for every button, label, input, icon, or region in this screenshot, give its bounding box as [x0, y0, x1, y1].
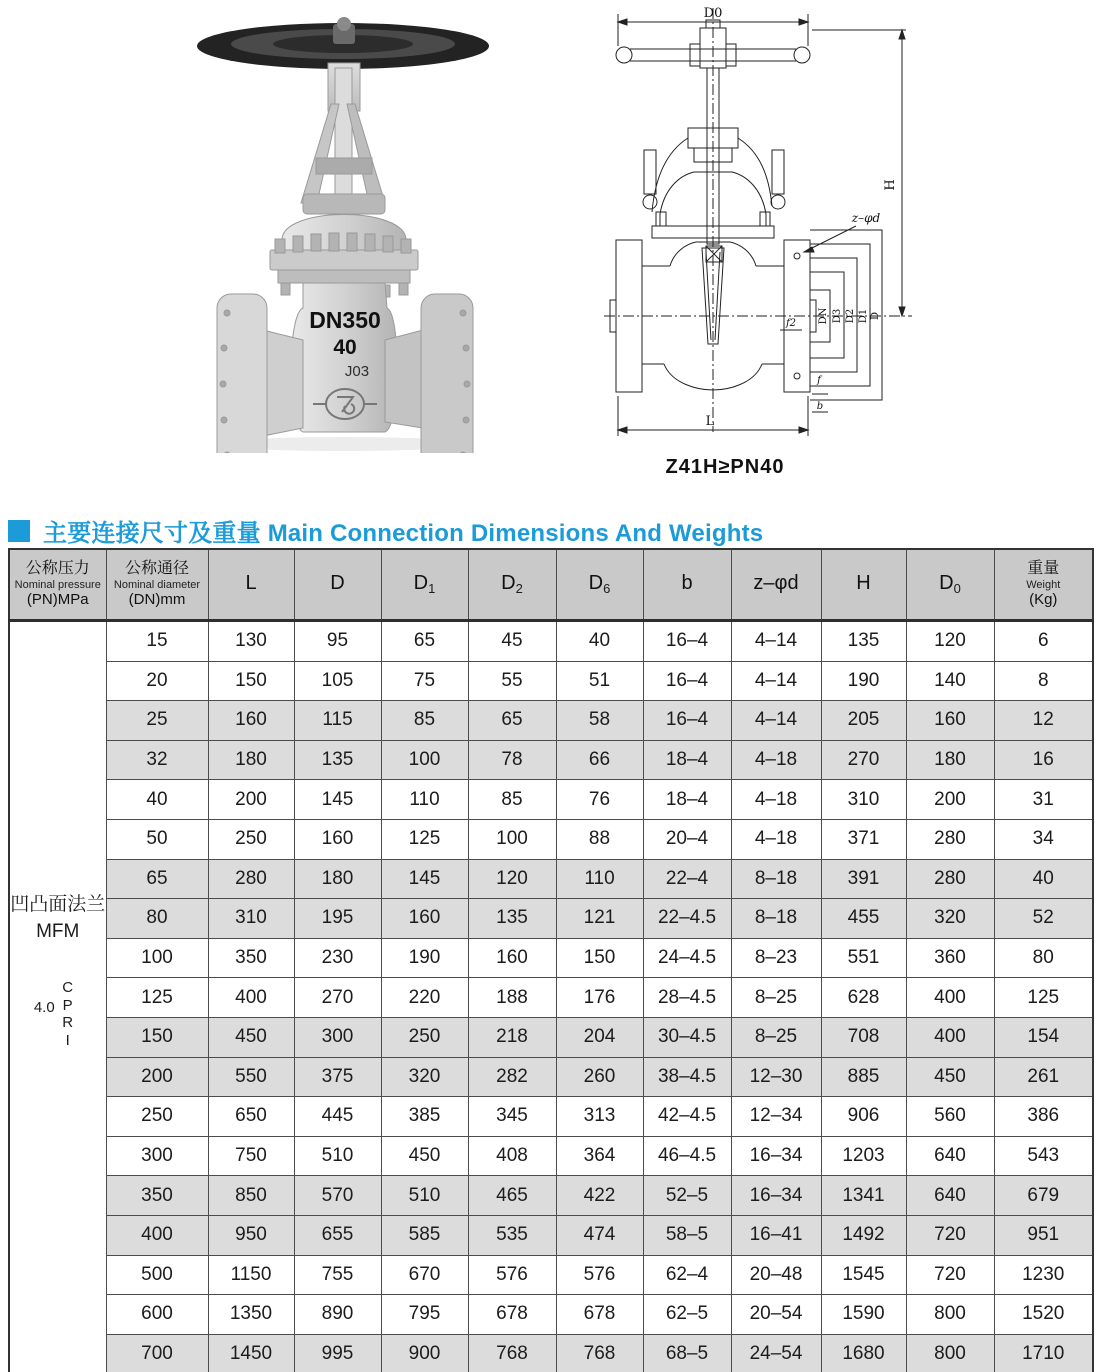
cell-d6: 678 — [556, 1295, 643, 1335]
cell-b: 16–4 — [643, 621, 731, 662]
cell-d6: 204 — [556, 1017, 643, 1057]
drawing-caption: Z41H≥PN40 — [665, 456, 785, 478]
cell-l: 1350 — [208, 1295, 294, 1335]
cell-d6: 88 — [556, 819, 643, 859]
cell-h: 551 — [821, 938, 906, 978]
cell-z-phi-d: 12–34 — [731, 1097, 821, 1137]
cell-d0: 180 — [906, 740, 994, 780]
cell-l: 450 — [208, 1017, 294, 1057]
cell-d1: 220 — [381, 978, 468, 1018]
cell-l: 650 — [208, 1097, 294, 1137]
header-D2: $D_2$ — [468, 549, 556, 621]
header-z-phi-d: z–φd — [731, 549, 821, 621]
flange-type-code: MFM — [36, 921, 80, 943]
cell-b: 16–4 — [643, 661, 731, 701]
cell-dn: 20 — [106, 661, 208, 701]
cell-h: 628 — [821, 978, 906, 1018]
flange-type-cell — [9, 621, 106, 1372]
cell-d2: 218 — [468, 1017, 556, 1057]
cell-d: 300 — [294, 1017, 381, 1057]
cell-d: 195 — [294, 899, 381, 939]
cell-d: 230 — [294, 938, 381, 978]
cell-d6: 76 — [556, 780, 643, 820]
cell-d2: 100 — [468, 819, 556, 859]
cell-z-phi-d: 4–14 — [731, 621, 821, 662]
table-row — [9, 1057, 1093, 1097]
cell-d1: 75 — [381, 661, 468, 701]
cell-l: 250 — [208, 819, 294, 859]
cell-h: 708 — [821, 1017, 906, 1057]
table-row — [9, 1334, 1093, 1372]
cell-h: 455 — [821, 899, 906, 939]
cell-z-phi-d: 4–18 — [731, 819, 821, 859]
cell-dn: 25 — [106, 701, 208, 741]
section-title — [8, 513, 763, 548]
cell-d6: 176 — [556, 978, 643, 1018]
cell-d6: 121 — [556, 899, 643, 939]
cell-z-phi-d: 8–25 — [731, 978, 821, 1018]
cell-weight: 386 — [994, 1097, 1093, 1137]
cell-d2: 160 — [468, 938, 556, 978]
cell-d1: 585 — [381, 1215, 468, 1255]
cell-d1: 250 — [381, 1017, 468, 1057]
cell-weight: 34 — [994, 819, 1093, 859]
cell-d6: 576 — [556, 1255, 643, 1295]
cell-b: 20–4 — [643, 819, 731, 859]
cell-d: 755 — [294, 1255, 381, 1295]
valve-drawing — [560, 0, 1020, 500]
cell-h: 885 — [821, 1057, 906, 1097]
table-row — [9, 740, 1093, 780]
cell-d0: 320 — [906, 899, 994, 939]
cell-d: 375 — [294, 1057, 381, 1097]
cell-b: 18–4 — [643, 780, 731, 820]
table-row — [9, 661, 1093, 701]
cell-b: 68–5 — [643, 1334, 731, 1372]
drawing-stem-gland — [643, 68, 785, 244]
cell-d2: 345 — [468, 1097, 556, 1137]
cell-d6: 474 — [556, 1215, 643, 1255]
label-d2: D2 — [845, 308, 856, 324]
cell-d0: 120 — [906, 621, 994, 662]
flange-type-cn: 凹凸面法兰 — [10, 894, 106, 916]
cell-weight: 16 — [994, 740, 1093, 780]
table-row — [9, 621, 1093, 662]
cell-weight: 12 — [994, 701, 1093, 741]
cell-weight: 951 — [994, 1215, 1093, 1255]
table-row — [9, 899, 1093, 939]
cell-dn: 600 — [106, 1295, 208, 1335]
cell-weight: 679 — [994, 1176, 1093, 1216]
cell-h: 205 — [821, 701, 906, 741]
cell-d2: 120 — [468, 859, 556, 899]
cell-d1: 85 — [381, 701, 468, 741]
cell-dn: 350 — [106, 1176, 208, 1216]
cell-l: 200 — [208, 780, 294, 820]
section-title-cn: 主要连接尺寸及重量 — [43, 520, 261, 547]
cell-z-phi-d: 4–18 — [731, 780, 821, 820]
cell-d0: 720 — [906, 1215, 994, 1255]
cell-dn: 250 — [106, 1097, 208, 1137]
cell-weight: 1520 — [994, 1295, 1093, 1335]
pressure-group — [34, 979, 74, 1050]
cell-l: 850 — [208, 1176, 294, 1216]
cell-z-phi-d: 4–14 — [731, 661, 821, 701]
valve-drawing-svg — [560, 0, 1020, 500]
table-row — [9, 1017, 1093, 1057]
cell-d0: 280 — [906, 859, 994, 899]
cell-weight: 543 — [994, 1136, 1093, 1176]
cell-d: 445 — [294, 1097, 381, 1137]
cell-dn: 700 — [106, 1334, 208, 1372]
cell-b: 30–4.5 — [643, 1017, 731, 1057]
cell-d6: 110 — [556, 859, 643, 899]
cell-d2: 768 — [468, 1334, 556, 1372]
cell-d0: 360 — [906, 938, 994, 978]
cell-d6: 150 — [556, 938, 643, 978]
cell-dn: 40 — [106, 780, 208, 820]
cell-d: 270 — [294, 978, 381, 1018]
label-d3: D3 — [832, 308, 843, 324]
cell-l: 1150 — [208, 1255, 294, 1295]
cell-d: 890 — [294, 1295, 381, 1335]
cell-d6: 768 — [556, 1334, 643, 1372]
marking-pn: 40 — [333, 336, 357, 359]
cell-b: 22–4 — [643, 859, 731, 899]
cell-h: 1590 — [821, 1295, 906, 1335]
cell-b: 42–4.5 — [643, 1097, 731, 1137]
label-h: H — [883, 179, 898, 191]
cell-d2: 78 — [468, 740, 556, 780]
cell-z-phi-d: 16–34 — [731, 1176, 821, 1216]
cell-h: 1545 — [821, 1255, 906, 1295]
table-row — [9, 978, 1093, 1018]
cell-dn: 80 — [106, 899, 208, 939]
header-b: b — [643, 549, 731, 621]
table-row — [9, 1215, 1093, 1255]
table-header — [9, 549, 1093, 621]
label-z-phi-d: z–φd — [851, 211, 881, 225]
cell-d2: 45 — [468, 621, 556, 662]
cell-l: 280 — [208, 859, 294, 899]
cell-h: 135 — [821, 621, 906, 662]
cell-z-phi-d: 20–54 — [731, 1295, 821, 1335]
cell-d0: 400 — [906, 1017, 994, 1057]
cell-l: 160 — [208, 701, 294, 741]
cell-l: 550 — [208, 1057, 294, 1097]
title-bullet-square — [8, 520, 30, 542]
cell-d: 995 — [294, 1334, 381, 1372]
cell-d: 160 — [294, 819, 381, 859]
cell-dn: 300 — [106, 1136, 208, 1176]
cell-z-phi-d: 8–18 — [731, 899, 821, 939]
cell-d6: 40 — [556, 621, 643, 662]
label-d1: D1 — [858, 308, 869, 324]
table-row — [9, 1176, 1093, 1216]
cell-d0: 160 — [906, 701, 994, 741]
cell-d1: 160 — [381, 899, 468, 939]
cell-h: 270 — [821, 740, 906, 780]
table-row — [9, 780, 1093, 820]
marking-dn: DN350 — [309, 307, 381, 333]
pressure-value: 4.0 — [33, 998, 55, 1016]
cell-b: 28–4.5 — [643, 978, 731, 1018]
table-row — [9, 938, 1093, 978]
cell-d: 135 — [294, 740, 381, 780]
cell-b: 58–5 — [643, 1215, 731, 1255]
cell-b: 52–5 — [643, 1176, 731, 1216]
cell-b: 38–4.5 — [643, 1057, 731, 1097]
cell-dn: 65 — [106, 859, 208, 899]
cell-d6: 260 — [556, 1057, 643, 1097]
label-dn: DN — [818, 307, 829, 325]
table-body — [9, 621, 1093, 1372]
cell-weight: 6 — [994, 621, 1093, 662]
cell-d0: 450 — [906, 1057, 994, 1097]
cell-d1: 795 — [381, 1295, 468, 1335]
cell-d0: 200 — [906, 780, 994, 820]
table-row — [9, 701, 1093, 741]
table-row — [9, 1295, 1093, 1335]
cell-l: 750 — [208, 1136, 294, 1176]
header-D6: $D_6$ — [556, 549, 643, 621]
cell-z-phi-d: 20–48 — [731, 1255, 821, 1295]
cell-weight: 80 — [994, 938, 1093, 978]
cell-d1: 190 — [381, 938, 468, 978]
cell-weight: 1230 — [994, 1255, 1093, 1295]
cell-d: 510 — [294, 1136, 381, 1176]
cell-z-phi-d: 16–41 — [731, 1215, 821, 1255]
cell-d1: 670 — [381, 1255, 468, 1295]
cell-d1: 100 — [381, 740, 468, 780]
stem-yoke — [301, 63, 385, 214]
section-title-en: Main Connection Dimensions And Weights — [267, 520, 764, 547]
cell-d6: 422 — [556, 1176, 643, 1216]
cell-z-phi-d: 8–23 — [731, 938, 821, 978]
cell-d2: 576 — [468, 1255, 556, 1295]
cell-d1: 900 — [381, 1334, 468, 1372]
cell-h: 906 — [821, 1097, 906, 1137]
cell-dn: 500 — [106, 1255, 208, 1295]
cell-d2: 535 — [468, 1215, 556, 1255]
cell-dn: 50 — [106, 819, 208, 859]
cell-b: 62–4 — [643, 1255, 731, 1295]
cell-d6: 58 — [556, 701, 643, 741]
cell-h: 371 — [821, 819, 906, 859]
cell-d: 115 — [294, 701, 381, 741]
cell-d1: 145 — [381, 859, 468, 899]
label-f: f — [817, 375, 821, 386]
header-nominal-diameter: 公称通径 Nominal diameter (DN)mm — [106, 549, 208, 621]
cell-l: 350 — [208, 938, 294, 978]
cell-d2: 408 — [468, 1136, 556, 1176]
cell-b: 22–4.5 — [643, 899, 731, 939]
table-row — [9, 1136, 1093, 1176]
table-row — [9, 1255, 1093, 1295]
cell-d: 570 — [294, 1176, 381, 1216]
valve-photo — [185, 8, 500, 453]
cell-weight: 8 — [994, 661, 1093, 701]
dim-h — [812, 30, 906, 316]
valve-photo-svg — [185, 8, 500, 453]
cell-d0: 140 — [906, 661, 994, 701]
cell-d2: 135 — [468, 899, 556, 939]
cell-d0: 640 — [906, 1136, 994, 1176]
cell-l: 150 — [208, 661, 294, 701]
cell-d2: 55 — [468, 661, 556, 701]
cell-d6: 313 — [556, 1097, 643, 1137]
cell-weight: 125 — [994, 978, 1093, 1018]
cell-d1: 510 — [381, 1176, 468, 1216]
cell-d0: 800 — [906, 1334, 994, 1372]
cell-l: 180 — [208, 740, 294, 780]
cell-weight: 31 — [994, 780, 1093, 820]
cell-d0: 400 — [906, 978, 994, 1018]
cell-b: 18–4 — [643, 740, 731, 780]
cell-weight: 154 — [994, 1017, 1093, 1057]
label-b: b — [816, 401, 824, 412]
cell-dn: 150 — [106, 1017, 208, 1057]
cell-h: 1203 — [821, 1136, 906, 1176]
table-row — [9, 1097, 1093, 1137]
header-D: D — [294, 549, 381, 621]
cell-h: 1492 — [821, 1215, 906, 1255]
cell-z-phi-d: 8–25 — [731, 1017, 821, 1057]
cell-l: 1450 — [208, 1334, 294, 1372]
cell-dn: 32 — [106, 740, 208, 780]
cell-d2: 188 — [468, 978, 556, 1018]
handwheel — [197, 17, 489, 69]
cell-d2: 65 — [468, 701, 556, 741]
header-weight: 重量 Weight (Kg) — [994, 549, 1093, 621]
label-d: D — [870, 311, 881, 321]
label-f2: f2 — [785, 318, 797, 329]
cell-l: 310 — [208, 899, 294, 939]
cell-b: 62–5 — [643, 1295, 731, 1335]
cell-d0: 720 — [906, 1255, 994, 1295]
cell-h: 1341 — [821, 1176, 906, 1216]
cell-h: 310 — [821, 780, 906, 820]
flange-type-label — [10, 892, 106, 945]
cell-d6: 66 — [556, 740, 643, 780]
cell-z-phi-d: 4–14 — [731, 701, 821, 741]
cell-weight: 40 — [994, 859, 1093, 899]
header-D0: $D_0$ — [906, 549, 994, 621]
cell-weight: 261 — [994, 1057, 1093, 1097]
label-d0: D0 — [703, 6, 723, 21]
cell-d: 655 — [294, 1215, 381, 1255]
cell-d2: 465 — [468, 1176, 556, 1216]
header-nominal-pressure: 公称压力 Nominal pressure (PN)MPa — [9, 549, 106, 621]
header-L: L — [208, 549, 294, 621]
cell-d2: 678 — [468, 1295, 556, 1335]
cell-l: 400 — [208, 978, 294, 1018]
header-H: H — [821, 549, 906, 621]
cell-d1: 65 — [381, 621, 468, 662]
cell-weight: 52 — [994, 899, 1093, 939]
label-l: L — [705, 414, 715, 429]
cell-z-phi-d: 12–30 — [731, 1057, 821, 1097]
cell-z-phi-d: 24–54 — [731, 1334, 821, 1372]
cell-d1: 320 — [381, 1057, 468, 1097]
cell-d1: 385 — [381, 1097, 468, 1137]
cell-b: 16–4 — [643, 701, 731, 741]
cell-h: 1680 — [821, 1334, 906, 1372]
cell-d0: 800 — [906, 1295, 994, 1335]
cell-z-phi-d: 16–34 — [731, 1136, 821, 1176]
cell-h: 391 — [821, 859, 906, 899]
cell-dn: 125 — [106, 978, 208, 1018]
cell-d: 180 — [294, 859, 381, 899]
pressure-vertical-label: CPRI — [62, 978, 74, 1049]
cell-dn: 100 — [106, 938, 208, 978]
cell-z-phi-d: 8–18 — [731, 859, 821, 899]
cell-l: 950 — [208, 1215, 294, 1255]
cell-d0: 640 — [906, 1176, 994, 1216]
dimensions-table — [8, 548, 1094, 1372]
cell-d1: 110 — [381, 780, 468, 820]
section-title-text — [43, 513, 763, 548]
cell-d6: 51 — [556, 661, 643, 701]
cell-l: 130 — [208, 621, 294, 662]
cell-d0: 560 — [906, 1097, 994, 1137]
cell-d: 145 — [294, 780, 381, 820]
cell-weight: 1710 — [994, 1334, 1093, 1372]
cell-dn: 15 — [106, 621, 208, 662]
cell-dn: 200 — [106, 1057, 208, 1097]
cell-d1: 125 — [381, 819, 468, 859]
cell-d: 105 — [294, 661, 381, 701]
cell-d2: 282 — [468, 1057, 556, 1097]
cell-d0: 280 — [906, 819, 994, 859]
cell-h: 190 — [821, 661, 906, 701]
cell-d6: 364 — [556, 1136, 643, 1176]
cell-b: 46–4.5 — [643, 1136, 731, 1176]
table-row — [9, 819, 1093, 859]
table-row — [9, 859, 1093, 899]
cell-d: 95 — [294, 621, 381, 662]
cell-d1: 450 — [381, 1136, 468, 1176]
cell-z-phi-d: 4–18 — [731, 740, 821, 780]
marking-cast: J03 — [344, 363, 370, 380]
header-D1: $D_1$ — [381, 549, 468, 621]
cell-b: 24–4.5 — [643, 938, 731, 978]
cell-dn: 400 — [106, 1215, 208, 1255]
cell-d2: 85 — [468, 780, 556, 820]
